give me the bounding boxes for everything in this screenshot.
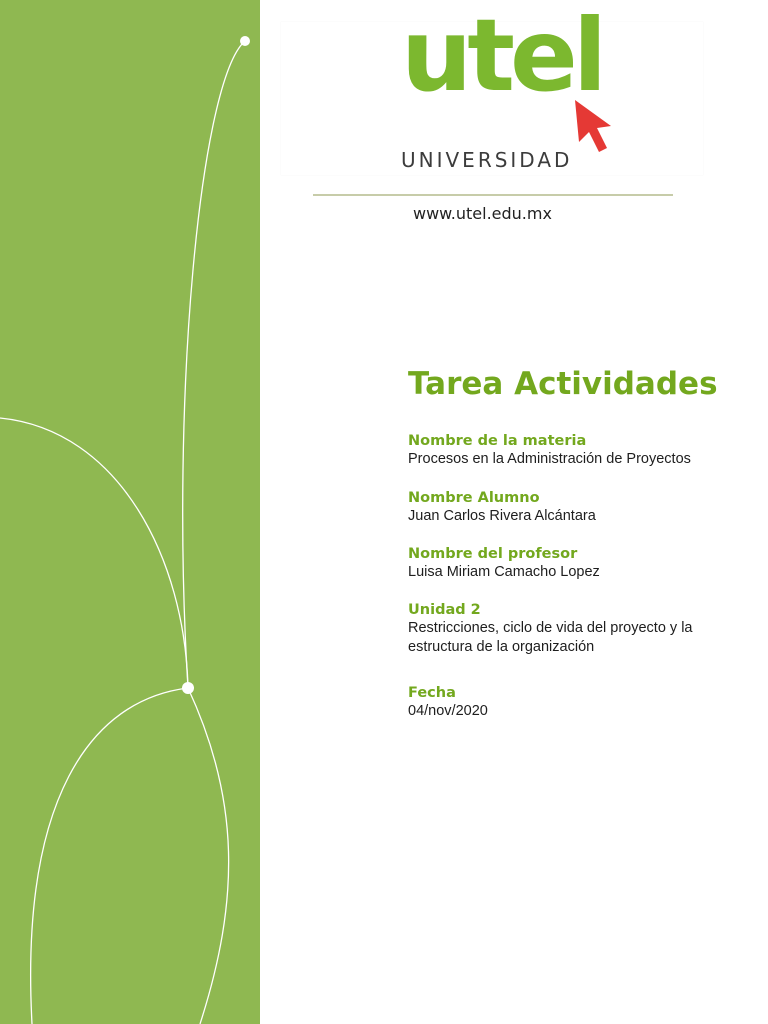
cursor-arrow-icon xyxy=(571,96,615,156)
decorative-sidebar xyxy=(0,0,260,1024)
field-value: Luisa Miriam Camacho Lopez xyxy=(408,564,600,580)
field-value: Juan Carlos Rivera Alcántara xyxy=(408,508,596,524)
field-value: 04/nov/2020 xyxy=(408,703,488,719)
field-label: Unidad 2 xyxy=(408,602,481,618)
utel-logo xyxy=(281,0,703,175)
website-link[interactable]: www.utel.edu.mx xyxy=(413,204,552,223)
logo-subtitle: UNIVERSIDAD xyxy=(401,148,573,172)
field-label: Fecha xyxy=(408,685,456,701)
field-label: Nombre de la materia xyxy=(408,433,587,449)
page-title: Tarea Actividades xyxy=(408,366,718,402)
field-alumno xyxy=(408,489,596,526)
divider xyxy=(313,194,673,196)
field-value: Restricciones, ciclo de vida del proyecto y la estructura de la organización xyxy=(408,620,693,655)
decorative-curves-icon xyxy=(0,0,260,1024)
field-materia xyxy=(408,432,691,469)
logo-wordmark: utel xyxy=(401,0,603,114)
field-profesor xyxy=(408,545,600,582)
field-label: Nombre Alumno xyxy=(408,490,540,506)
field-label: Nombre del profesor xyxy=(408,546,578,562)
field-unidad xyxy=(408,601,738,657)
field-fecha xyxy=(408,684,488,721)
field-value: Procesos en la Administración de Proyectos xyxy=(408,451,691,467)
